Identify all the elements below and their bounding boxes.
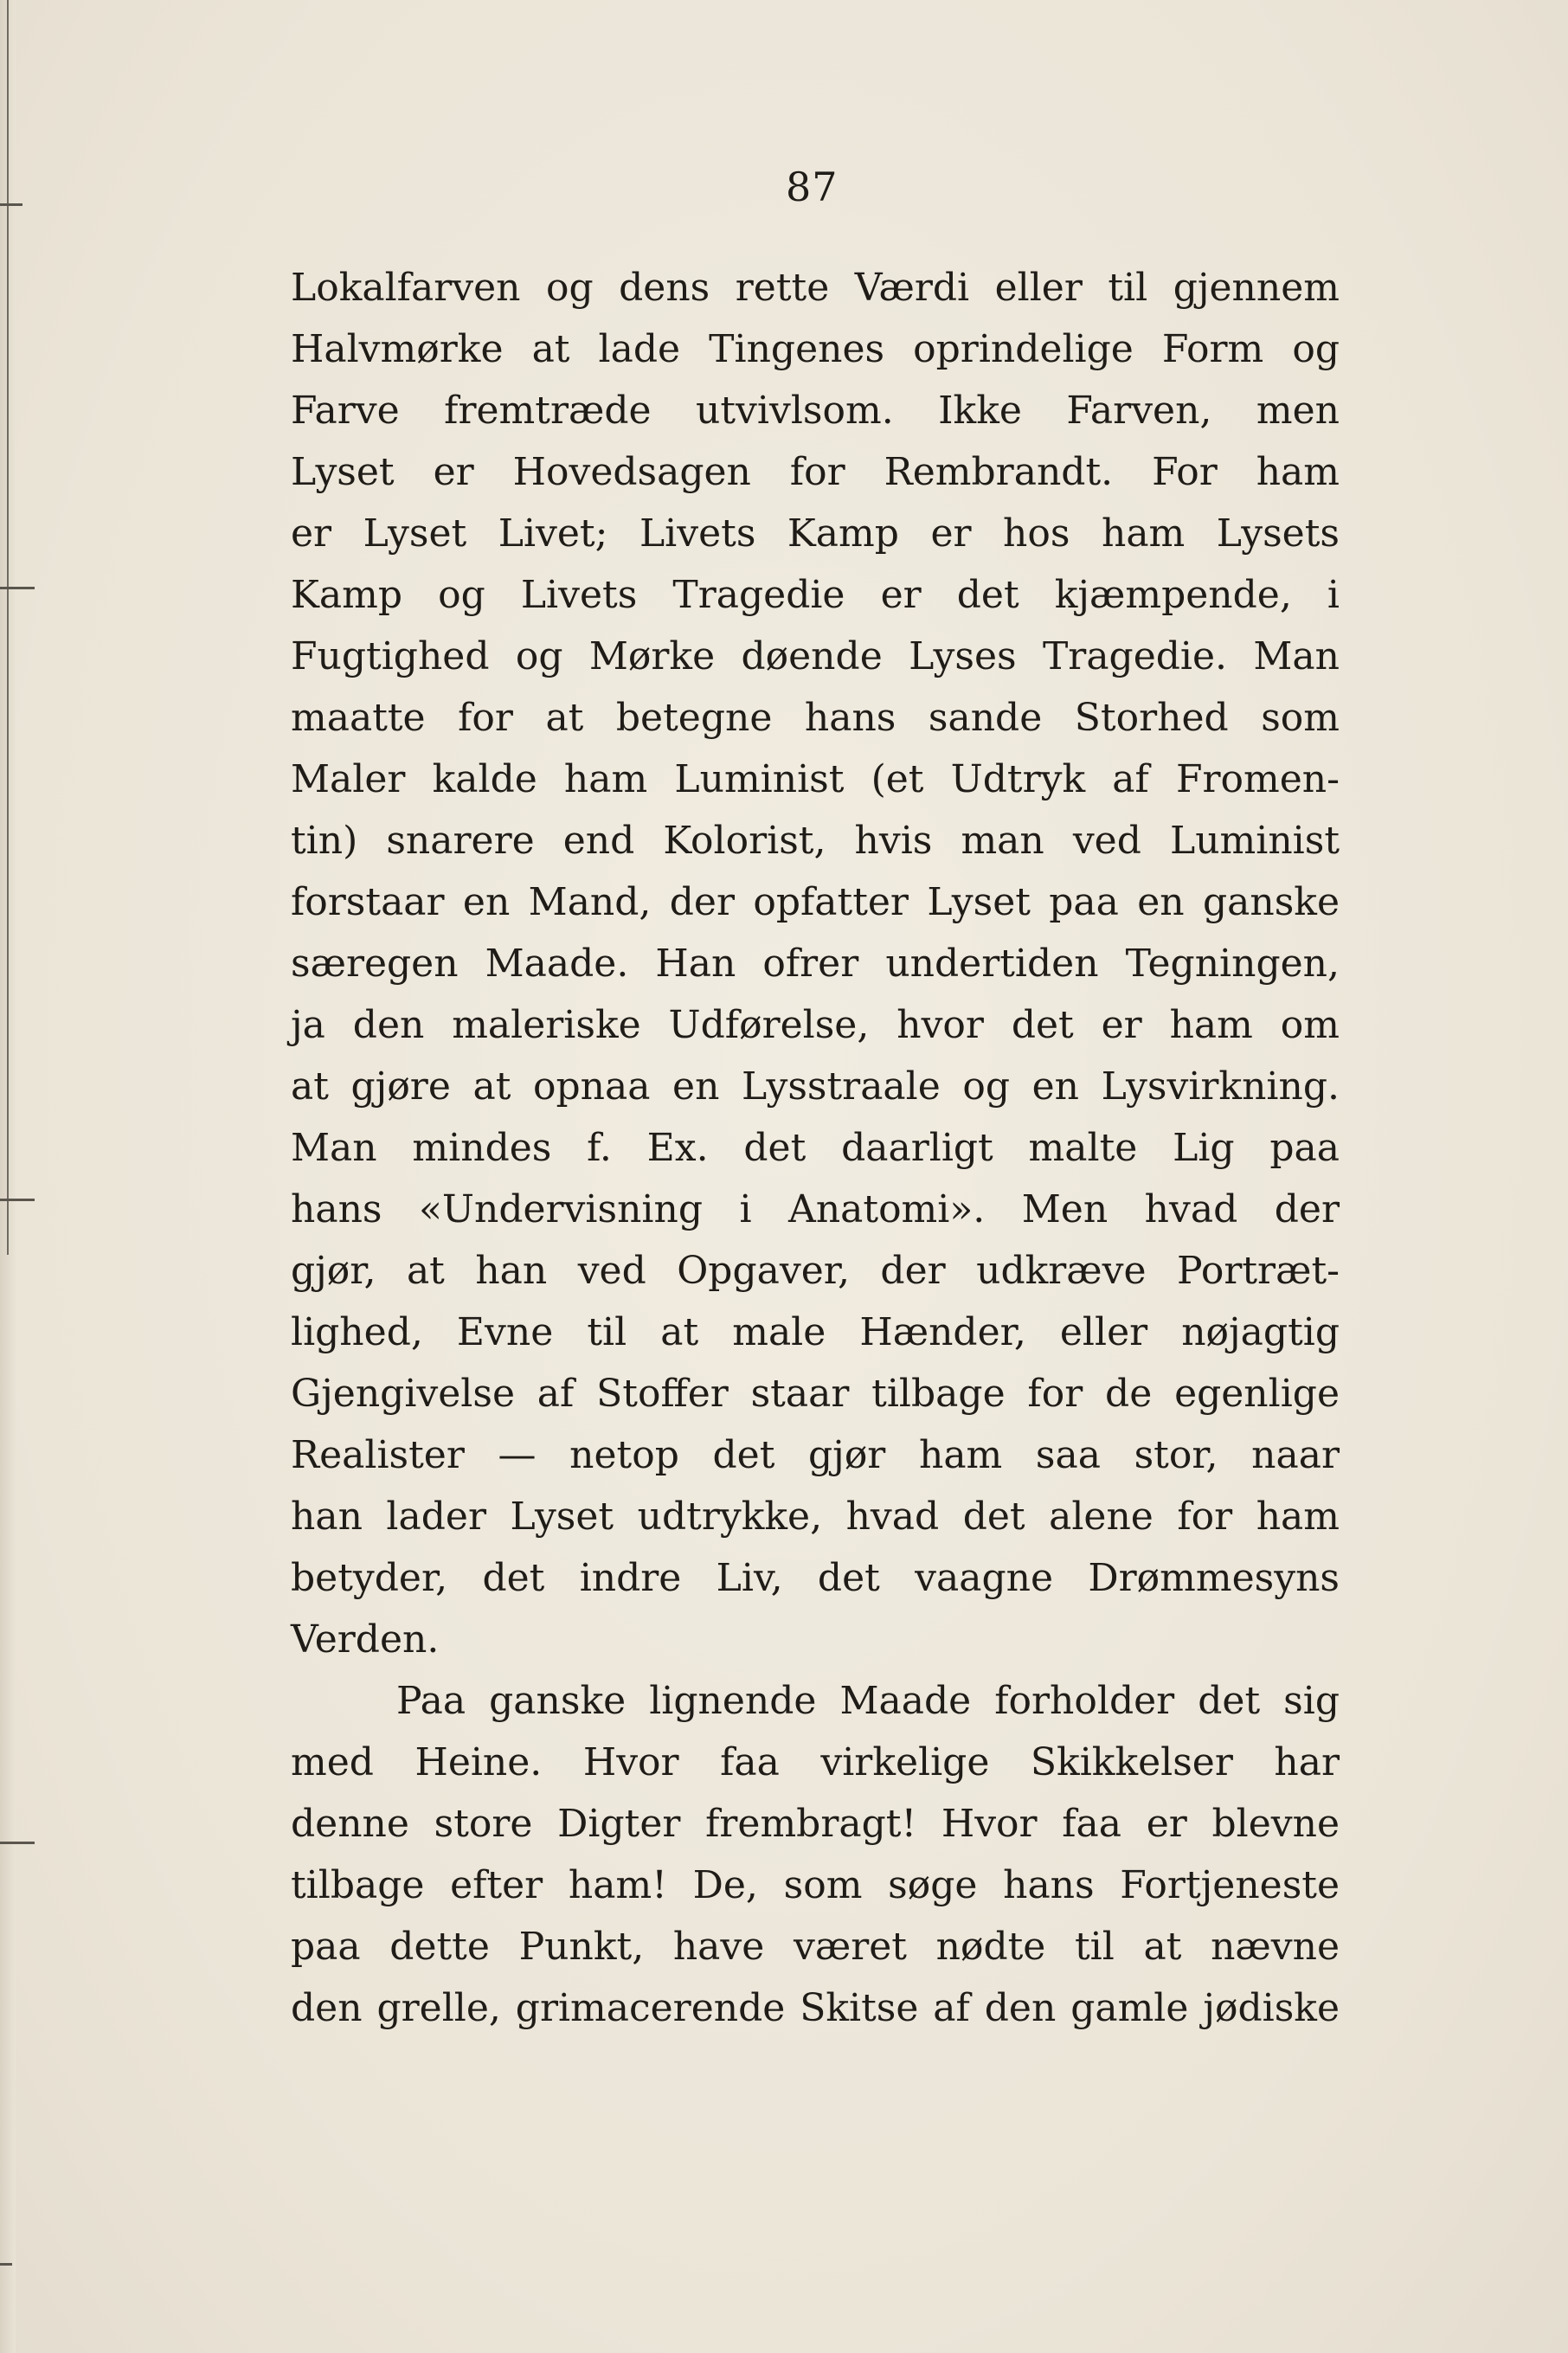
- text-line: maatte for at betegne hans sande Storhed som: [291, 696, 1340, 740]
- binding-thread: [0, 2263, 12, 2266]
- text-line: Maler kalde ham Luminist (et Udtryk af Fromen-: [291, 757, 1340, 801]
- text-line: tin) snarere end Kolorist, hvis man ved Luminist: [291, 819, 1340, 863]
- text-line: Kamp og Livets Tragedie er det kjæmpende, i: [291, 573, 1340, 617]
- text-line: med Heine. Hvor faa virkelige Skikkelser har: [291, 1740, 1340, 1784]
- text-line: gjør, at han ved Opgaver, der udkræve Portræt-: [291, 1249, 1340, 1293]
- text-line: Gjengivelse af Stoffer staar tilbage for de egenlige: [291, 1372, 1340, 1416]
- binding-thread: [0, 203, 22, 206]
- text-line: særegen Maade. Han ofrer undertiden Tegningen,: [291, 942, 1340, 986]
- body-text: [291, 257, 1340, 2039]
- text-line: Realister — netop det gjør ham saa stor, naar: [291, 1433, 1340, 1477]
- text-line: hans «Undervisning i Anatomi». Men hvad der: [291, 1187, 1340, 1231]
- text-line: ja den maleriske Udførelse, hvor det er ham om: [291, 1003, 1340, 1047]
- binding-thread: [0, 1842, 35, 1844]
- text-line: Lokalfarven og dens rette Værdi eller til gjennem: [291, 266, 1340, 310]
- text-line: forstaar en Mand, der opfatter Lyset paa en ganske: [291, 880, 1340, 924]
- text-line: han lader Lyset udtrykke, hvad det alene for ham: [291, 1495, 1340, 1539]
- text-line: tilbage efter ham! De, som søge hans Fortjeneste: [291, 1863, 1340, 1907]
- paragraph-start-line: Paa ganske lignende Maade forholder det sig: [396, 1679, 1340, 1723]
- binding-thread: [0, 1199, 35, 1201]
- text-line: at gjøre at opnaa en Lysstraale og en Lysvirkning.: [291, 1064, 1340, 1109]
- binding-thread: [0, 587, 35, 589]
- text-line: Man mindes f. Ex. det daarligt malte Lig paa: [291, 1126, 1340, 1170]
- text-line: Halvmørke at lade Tingenes oprindelige Form og: [291, 327, 1340, 371]
- page-number: 87: [786, 164, 839, 210]
- text-line: den grelle, grimacerende Skitse af den gamle jødiske: [291, 1986, 1340, 2030]
- text-line: denne store Digter frembragt! Hvor faa er blevne: [291, 1802, 1340, 1846]
- paragraph-end-line: Verden.: [291, 1617, 440, 1662]
- text-line: Farve fremtræde utvivlsom. Ikke Farven, men: [291, 389, 1340, 433]
- binding-line: [7, 0, 9, 1255]
- text-line: betyder, det indre Liv, det vaagne Drømmesyns: [291, 1556, 1340, 1600]
- text-line: Fugtighed og Mørke døende Lyses Tragedie. Man: [291, 634, 1340, 678]
- text-line: Lyset er Hovedsagen for Rembrandt. For ham: [291, 450, 1340, 494]
- text-line: paa dette Punkt, have været nødte til at nævne: [291, 1925, 1340, 1969]
- text-line: er Lyset Livet; Livets Kamp er hos ham Lysets: [291, 511, 1340, 556]
- text-line: lighed, Evne til at male Hænder, eller nøjagtig: [291, 1310, 1340, 1354]
